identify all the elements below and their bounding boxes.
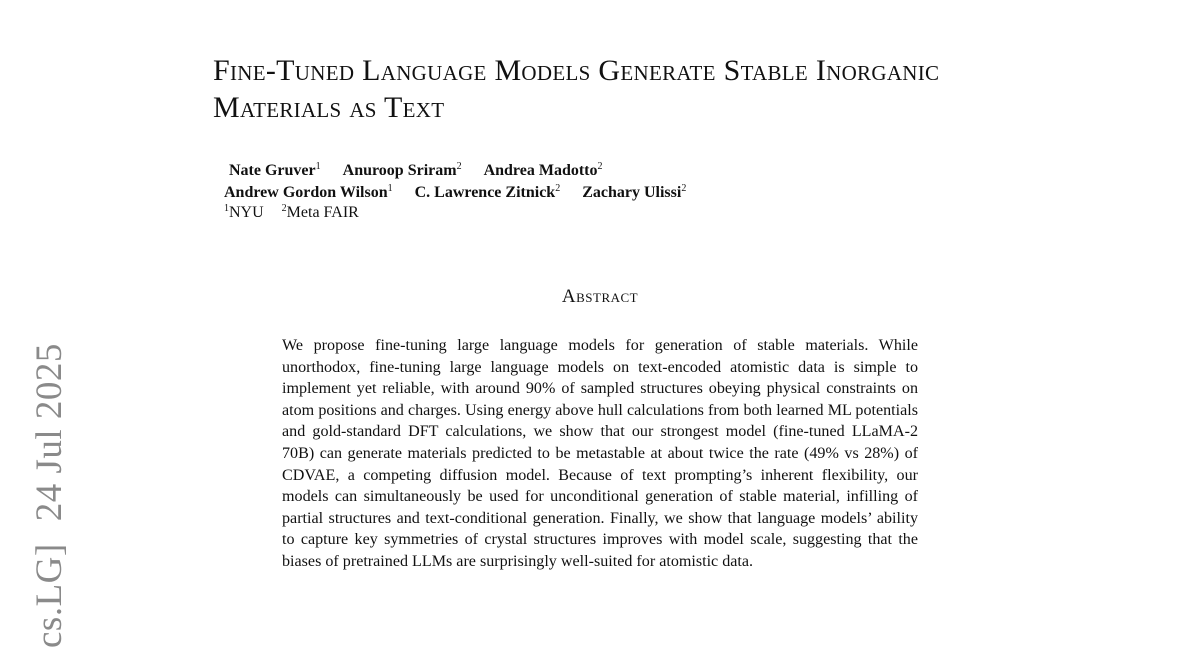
author-name: Nate Gruver [229,162,316,179]
affiliation-name: NYU [229,204,264,221]
author [484,162,603,179]
author-name: Andrea Madotto [483,162,598,179]
paper-title: Fine-Tuned Language Models Generate Stable Inorganic Materials as Text [213,54,940,124]
arxiv-category: cs.LG] [29,543,70,648]
affiliation [224,204,264,221]
author-affil-mark: 2 [681,183,687,194]
author-name: C. Lawrence Zitnick [414,184,556,201]
author-affil-mark: 1 [387,183,393,194]
author-line-2 [224,182,708,204]
affiliation [282,204,359,221]
affiliation-name: Meta FAIR [286,204,359,221]
author [415,184,561,201]
author-block [224,160,708,226]
author [224,184,393,201]
author-name: Zachary Ulissi [582,184,682,201]
author-affil-mark: 1 [315,161,321,172]
affiliation-line [224,202,708,224]
author-affil-mark: 2 [456,161,462,172]
author [229,162,321,179]
abstract-heading: Abstract [561,286,639,307]
arxiv-margin-stamp [28,343,72,648]
author [582,184,686,201]
author [343,162,462,179]
arxiv-date: 24 Jul 2025 [29,343,70,522]
author-name: Anuroop Sriram [342,162,457,179]
author-name: Andrew Gordon Wilson [224,184,388,201]
author-line-1 [224,160,708,182]
author-affil-mark: 2 [555,183,561,194]
author-affil-mark: 2 [597,161,603,172]
affiliation-mark: 2 [281,203,287,214]
abstract-text: We propose fine-tuning large language models for generation of stable materials. While unorthodox, fine-tuning large language models on text-encoded atomistic data is simple to implement yet reliable, with around 90% of sampled structures obeying physical constraints on atom positions and charges. Using energy above hull calculations from both learned ML potentials and gold-standard DFT calculations, we show that our strongest model (fine-tuned LLaMA-2 70B) can generate materials predicted to be metastable at about twice the rate (49% vs 28%) of CDVAE, a competing diffusion model. Because of text prompting’s inherent flexibility, our models can simultaneously be used for unconditional generation of stable material, infilling of partial structures and text-conditional generation. Finally, we show that language models’ ability to capture key symmetries of crystal structures improves with model scale, suggesting that the biases of pretrained LLMs are surprisingly well-suited for atomistic data. [282,337,918,570]
affiliation-mark: 1 [224,203,229,214]
